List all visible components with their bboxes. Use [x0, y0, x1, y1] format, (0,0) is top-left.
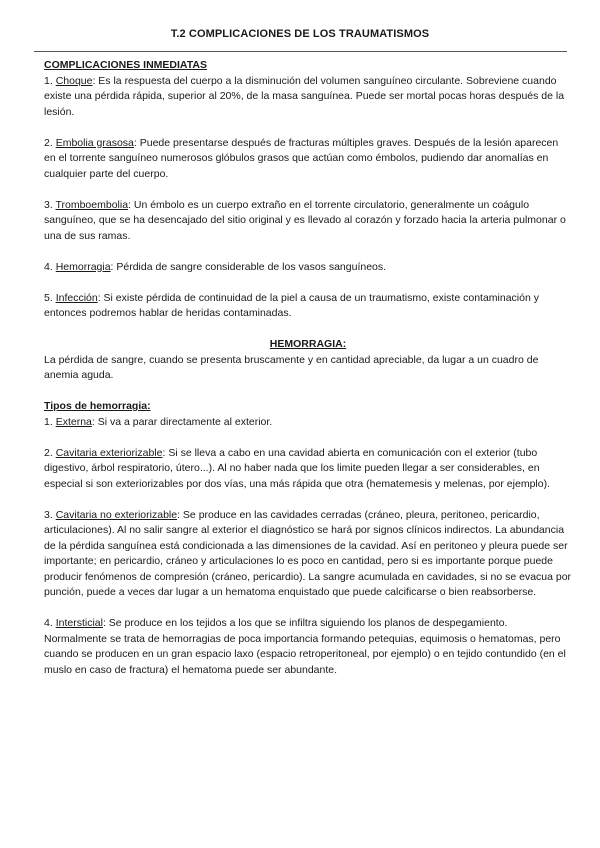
item-number: 5. [44, 291, 56, 304]
item-text: : Se produce en las cavidades cerradas (cráneo, pleura, peritoneo, pericardio, articulaciones). Al no salir sangre al exterior el diagnóstico se hará por signos clínicos indirectos. La abundancia de la pérdida sanguínea está condicionada a las dimensiones de la cavidad. Así en peritoneo y pleura puede ser importante; en pericardio, cráneo y articulaciones lo es poco en cantidad, pero si es importante porque puede producir fenómenos de compresión (cráneo, pericardio). La sangre acumulada en cavidades, si no se evacua por punción, puede a veces dar lugar a un hematoma enquistado que puede calcificarse o bien reabsorberse. [44, 508, 572, 598]
item-term: Choque [55, 74, 93, 87]
item-term: Tromboembolia [55, 198, 129, 211]
document-body [44, 58, 572, 678]
page-title: T.2 COMPLICACIONES DE LOS TRAUMATISMOS [170, 28, 430, 40]
list-item [44, 446, 572, 493]
item-term: Hemorragia [55, 260, 111, 273]
item-number: 2. [44, 446, 56, 459]
item-number: 1. [44, 74, 56, 87]
item-term: Cavitaria no exteriorizable [55, 508, 178, 521]
item-text: : Se produce en los tejidos a los que se infiltra siguiendo los planos de despegamiento. Normalmente se trata de hemorragias de poca importancia formando petequias, equimosis o hematomas, pero cuando se producen en un gran espacio laxo (espacio retroperitoneal, por ejemplo) o en tejido contundido (en el muslo en caso de fractura) el hematoma puede ser abundante. [44, 617, 566, 676]
list-item [44, 291, 572, 322]
item-number: 3. [44, 508, 56, 521]
item-term: Intersticial [55, 617, 103, 629]
item-number: 3. [44, 198, 56, 211]
list-item [44, 415, 572, 431]
item-text: : Si va a parar directamente al exterior. [91, 415, 273, 428]
list-item [44, 260, 572, 276]
list-item [44, 136, 572, 183]
section-intro: La pérdida de sangre, cuando se presenta bruscamente y en cantidad apreciable, da lugar a un cuadro de anemia aguda. [44, 353, 539, 381]
title-divider [34, 51, 567, 52]
item-text: : Puede presentarse después de fracturas múltiples graves. Después de la lesión aparecen en el torrente sanguíneo numerosos glóbulos grasos que actúan como émbolos, pudiendo dar anomalías en cualquier parte del cuerpo. [44, 136, 559, 180]
item-term: Embolia grasosa [55, 136, 134, 149]
list-item [44, 616, 572, 678]
section-heading-complicaciones: COMPLICACIONES INMEDIATAS [44, 59, 207, 71]
item-number: 1. [44, 415, 56, 428]
item-term: Infección [55, 291, 98, 304]
item-text: : Un émbolo es un cuerpo extraño en el torrente circulatorio, generalmente un coágulo sanguíneo, que se ha desencajado del sitio original y es llevado al corazón y forzado hacia la arteria pulmonar o una de sus ramas. [44, 198, 566, 242]
list-item [44, 508, 572, 601]
subsection-heading-tipos: Tipos de hemorragia: [44, 400, 151, 412]
item-text: : Si existe pérdida de continuidad de la piel a causa de un traumatismo, existe contaminación y entonces podremos hablar de heridas contaminadas. [44, 291, 539, 319]
item-text: : Es la respuesta del cuerpo a la disminución del volumen sanguíneo circulante. Sobreviene cuando existe una pérdida rápida, superior al 20%, de la masa sanguínea. Puede ser mortal pocas horas después de la lesión. [44, 74, 565, 118]
item-term: Externa [55, 415, 92, 428]
list-item [44, 198, 572, 245]
section-heading-hemorragia: HEMORRAGIA: [269, 338, 347, 350]
item-text: : Pérdida de sangre considerable de los vasos sanguíneos. [110, 260, 387, 273]
list-item [44, 74, 572, 121]
item-term: Cavitaria exteriorizable [55, 446, 163, 459]
item-text: : Si se lleva a cabo en una cavidad abierta en comunicación con el exterior (tubo digestivo, árbol respiratorio, útero...). Al no haber nada que los limite pueden llegar a ser considerables, en especial si son exteriorizables por dos vías, una más rápida que otra (hematemesis y melenas, por ejemplo). [44, 446, 550, 490]
item-number: 4. [44, 617, 56, 629]
item-number: 2. [44, 136, 56, 149]
item-number: 4. [44, 260, 56, 273]
